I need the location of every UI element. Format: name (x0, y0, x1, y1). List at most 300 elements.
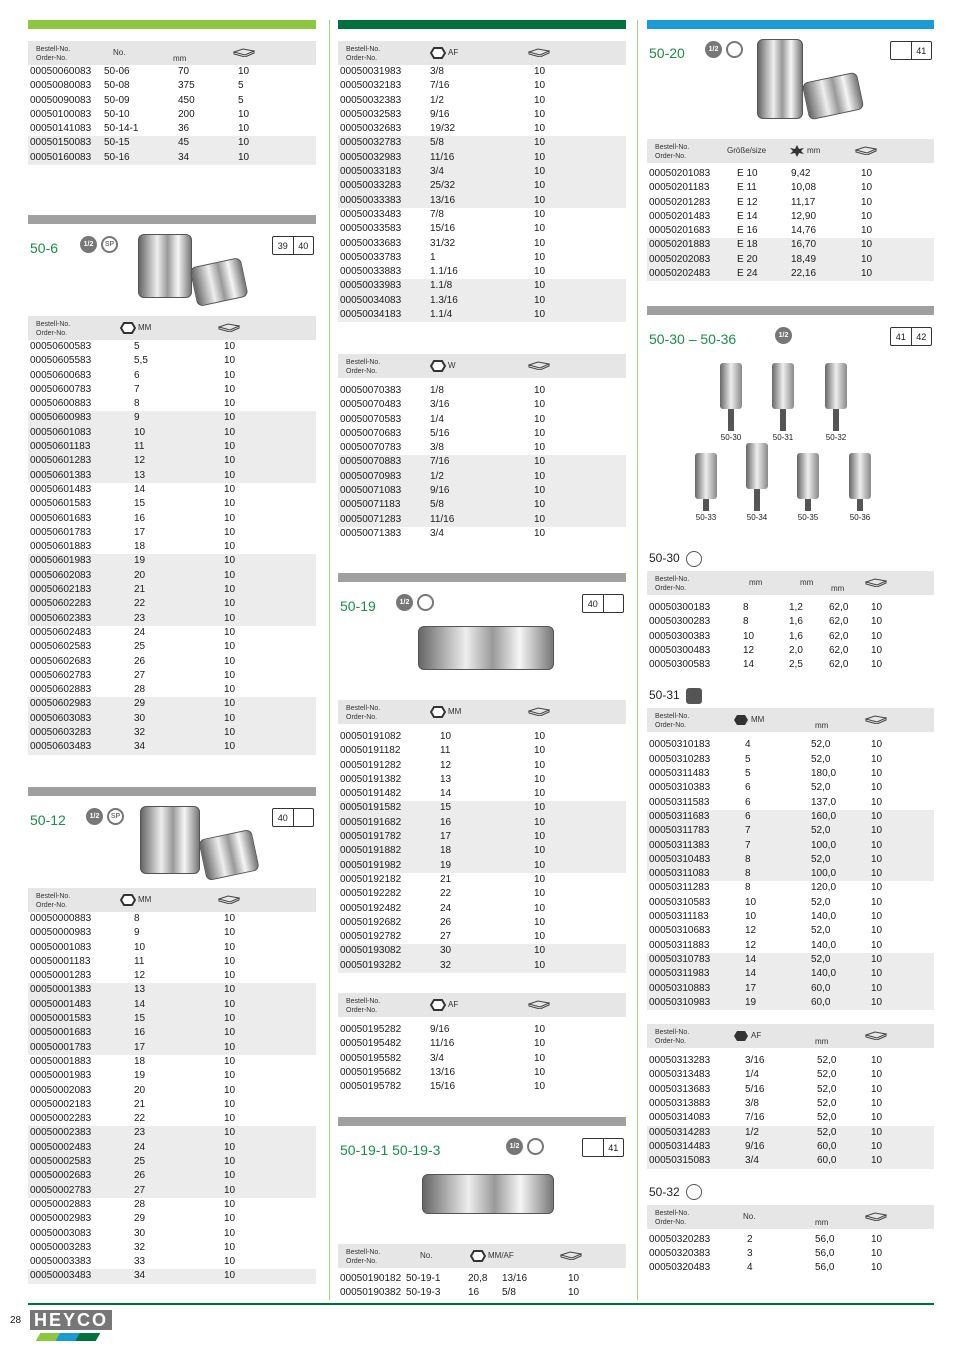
table-row (647, 196, 934, 210)
table-header: Bestell-No. Order-No. W (338, 354, 626, 378)
table-row (28, 354, 316, 368)
table-cell: 10 (871, 644, 883, 656)
table-cell: 27 (134, 1184, 146, 1196)
table-cell: 10 (871, 1112, 883, 1124)
table-cell: 180,0 (811, 768, 837, 780)
table-cell: 10 (534, 456, 546, 468)
table-cell: 00050310483 (649, 853, 711, 865)
table-cell: 10 (534, 94, 546, 106)
table-cell: 11/16 (430, 1038, 455, 1050)
table-cell: 00050034083 (340, 294, 402, 306)
table-cell: 00050600783 (30, 383, 92, 395)
table-cell: 10 (224, 426, 236, 438)
table-cell: 10 (224, 341, 236, 352)
table-cell: 10 (871, 1233, 883, 1245)
hexagon-icon (120, 894, 136, 906)
table-row (647, 967, 934, 981)
table-row (28, 926, 316, 940)
table-cell: 00050191782 (340, 831, 402, 843)
table-cell: 00050313483 (649, 1069, 711, 1081)
table-cell: 5/16 (430, 427, 450, 439)
table-row (647, 644, 934, 658)
table-cell: 00050300583 (649, 659, 711, 671)
section-50-6 (28, 215, 316, 755)
table-cell: 10 (534, 442, 546, 454)
table-cell: 00050001583 (30, 1013, 92, 1025)
hexagon-icon (120, 322, 136, 334)
table-cell: 00050195582 (340, 1052, 402, 1064)
table-row (647, 1083, 934, 1097)
table-cell: 25 (134, 1156, 146, 1168)
table-cell: 00050191882 (340, 845, 402, 857)
box-icon (528, 48, 550, 57)
round-icon (417, 594, 434, 611)
table-cell: 00050191482 (340, 788, 402, 800)
table-cell: 00050141083 (30, 123, 92, 135)
table-cell: 00050001183 (30, 955, 91, 967)
table-cell: 22 (134, 1113, 146, 1125)
section-af (338, 20, 626, 322)
table-cell: 30 (134, 1227, 146, 1239)
drive-badge: 1/2 (506, 1138, 523, 1155)
table-cell: 10 (871, 810, 883, 822)
table-row (28, 340, 316, 354)
table-cell: 10 (534, 294, 546, 306)
table-row (647, 839, 934, 853)
table-cell: 52,0 (811, 825, 831, 837)
table-cell: 10 (224, 1198, 236, 1210)
table-cell: 00050003283 (30, 1241, 92, 1253)
table-row (338, 887, 626, 901)
table-cell: 00050310183 (649, 739, 711, 751)
table-cell: 2 (747, 1233, 753, 1245)
subsection-title-50-31: 50-31 (647, 682, 934, 708)
table-cell: 3/16 (745, 1055, 765, 1067)
table-cell: 3/4 (745, 1155, 759, 1167)
table-cell: 50-10 (104, 108, 130, 120)
table-cell: 10,08 (791, 182, 817, 194)
table-row (338, 873, 626, 887)
table-cell: 20 (134, 1084, 146, 1096)
table-row (28, 1255, 316, 1269)
table-row (28, 94, 316, 108)
table-row (338, 1023, 626, 1037)
table-cell: 52,0 (811, 953, 831, 965)
box-icon (528, 361, 550, 370)
table-row (338, 279, 626, 293)
table-cell: 10 (224, 1213, 236, 1225)
table-row (28, 108, 316, 122)
table-cell: 00050602983 (30, 698, 92, 710)
table-cell: 34 (134, 1270, 146, 1282)
phillips-icon (686, 1184, 702, 1200)
table-row (28, 469, 316, 483)
table-cell: 10 (224, 1113, 236, 1125)
table-cell: 10 (224, 369, 236, 381)
table-cell: 22 (440, 888, 452, 900)
table-row (338, 902, 626, 916)
catalog-ref: 40 (582, 594, 624, 613)
table-cell: 00050313683 (649, 1083, 711, 1095)
table-row (28, 1098, 316, 1112)
table-cell: 00050190382 (340, 1287, 402, 1299)
table-row (28, 969, 316, 983)
table-cell: 10 (534, 470, 546, 482)
table-row (647, 1247, 934, 1261)
box-icon (865, 578, 887, 587)
table-row (28, 79, 316, 93)
table-cell: 10 (871, 1155, 883, 1167)
table-cell: 00050310983 (649, 996, 711, 1008)
table-cell: 10 (534, 773, 546, 785)
table-cell: 1/2 (430, 470, 444, 482)
table-cell: 9/16 (430, 108, 450, 120)
table-cell: 10 (224, 512, 236, 524)
table-row (28, 512, 316, 526)
table-cell: 16,70 (791, 239, 817, 251)
table-cell: 1.1/4 (430, 309, 453, 321)
table-cell: 20 (134, 569, 146, 581)
table-cell: 00050310683 (649, 925, 711, 937)
table-cell: 12 (745, 939, 757, 951)
section-title: 50-12 (30, 812, 66, 828)
table-cell: 12 (743, 644, 755, 656)
table-row (338, 194, 626, 208)
table-cell: 6 (745, 796, 751, 808)
table-cell: 10 (861, 253, 873, 265)
table-cell: 00050600583 (30, 341, 92, 352)
table-cell: 00050070783 (340, 442, 402, 454)
table-cell: 10 (224, 1256, 236, 1268)
table-row (28, 526, 316, 540)
table-cell: 00050002583 (30, 1156, 92, 1168)
table-body (338, 384, 626, 541)
table-row (28, 941, 316, 955)
table-cell: 00050601183 (30, 441, 91, 453)
section-50-20 (647, 20, 934, 281)
table-cell: 00050071283 (340, 513, 402, 525)
table-cell: 00050602383 (30, 612, 92, 624)
table-cell: 12 (134, 455, 146, 467)
table-cell: 00050202083 (649, 253, 711, 265)
table-row (338, 455, 626, 469)
hexagon-icon (686, 688, 702, 704)
table-cell: 00050032683 (340, 123, 402, 135)
table-cell: 5/8 (430, 137, 444, 149)
table-row (647, 939, 934, 953)
table-cell: 1/8 (430, 385, 444, 396)
table-cell: 137,0 (811, 796, 837, 808)
table-row (338, 179, 626, 193)
table-cell: E 14 (737, 210, 758, 222)
table-cell: 10 (871, 782, 883, 794)
table-cell: 00050080083 (30, 80, 92, 92)
table-row (28, 1026, 316, 1040)
table-cell: 00050310283 (649, 753, 711, 765)
table-cell: 00050311083 (649, 868, 710, 880)
table-row (338, 294, 626, 308)
table-cell: 15/16 (430, 1081, 456, 1093)
table-cell: 10 (871, 739, 883, 751)
table-cell: 50-15 (104, 137, 130, 149)
table-cell: 3/4 (430, 527, 444, 539)
table-row (338, 944, 626, 958)
table-row (338, 959, 626, 973)
table-cell: 52,0 (817, 1098, 837, 1110)
table-row (338, 498, 626, 512)
table-cell: 36 (178, 123, 190, 135)
page-footer (0, 1300, 964, 1352)
table-cell: 10 (224, 641, 236, 653)
table-row (28, 1198, 316, 1212)
table-cell: 10 (534, 108, 546, 120)
table-cell: 33 (134, 1256, 146, 1268)
table-row (28, 1055, 316, 1069)
table-row (647, 630, 934, 644)
table-row (28, 411, 316, 425)
table-row (338, 759, 626, 773)
table-cell: 10 (743, 630, 755, 642)
table-body (338, 730, 626, 973)
table-cell: 10 (534, 916, 546, 928)
table-cell: 10 (534, 845, 546, 857)
table-row (28, 697, 316, 711)
table-row (28, 483, 316, 497)
table-cell: 28 (134, 1198, 146, 1210)
table-cell: 52,0 (817, 1112, 837, 1124)
table-cell: 00050601583 (30, 498, 92, 510)
table-cell: 10 (871, 753, 883, 765)
table-row (28, 369, 316, 383)
table-row (338, 65, 626, 79)
table-row (647, 224, 934, 238)
table-cell: 00050033183 (340, 166, 402, 178)
table-cell: 1/2 (745, 1126, 759, 1138)
table-cell: 10 (534, 485, 546, 497)
table-row (28, 683, 316, 697)
table-cell: 10 (224, 441, 236, 453)
table-cell: 00050320383 (649, 1247, 711, 1259)
table-cell: 00050193082 (340, 945, 402, 957)
table-cell: 00050201183 (649, 182, 710, 194)
table-cell: 4 (747, 1262, 753, 1274)
table-cell: 60,0 (817, 1155, 837, 1167)
table-header: Bestell-No. Order-No. MM mm (647, 708, 934, 732)
table-row (647, 810, 934, 824)
table-cell: 00050601883 (30, 541, 92, 553)
table-cell: 10 (534, 859, 546, 871)
table-cell: 10 (861, 268, 873, 280)
table-cell: 00050191982 (340, 859, 402, 871)
table-row (338, 730, 626, 744)
table-cell: 10 (871, 1262, 883, 1274)
box-icon (233, 48, 255, 57)
table-row (28, 1112, 316, 1126)
table-cell: 00050311783 (649, 825, 710, 837)
section-50-30 (647, 306, 934, 1275)
table-cell: 9 (134, 412, 140, 424)
table-cell: 1/4 (745, 1069, 759, 1081)
table-cell: 00050310783 (649, 953, 711, 965)
table-cell: 14,76 (791, 225, 817, 237)
table-cell: 00050300483 (649, 644, 711, 656)
table-cell: E 16 (737, 225, 758, 237)
table-row (28, 640, 316, 654)
table-row (338, 1052, 626, 1066)
table-cell: 18 (440, 845, 452, 857)
table-cell: 00050192482 (340, 902, 402, 914)
table-cell: 24 (134, 626, 146, 638)
table-cell: 00050002383 (30, 1127, 92, 1139)
table-row (338, 859, 626, 873)
table-cell: 00050310583 (649, 896, 711, 908)
table-cell: 10 (534, 399, 546, 411)
table-cell: 10 (871, 896, 883, 908)
box-icon (865, 1031, 887, 1040)
table-header: Bestell-No. Order-No. MM (28, 888, 316, 912)
table-cell: 00050195482 (340, 1038, 402, 1050)
table-cell: 00050601383 (30, 469, 92, 481)
table-row (28, 740, 316, 754)
box-icon (528, 1000, 550, 1009)
page-number: 28 (10, 1315, 22, 1326)
table-cell: 12 (134, 970, 146, 982)
table-cell: 10 (534, 759, 546, 771)
table-cell: 00050002283 (30, 1113, 92, 1125)
table-cell: 7 (134, 383, 140, 395)
drive-badge: 1/2 (86, 808, 103, 825)
table-cell: 6 (134, 369, 140, 381)
table-cell: 00050313283 (649, 1055, 711, 1067)
catalog-ref: 41 (582, 1138, 624, 1157)
table-cell: 10 (224, 655, 236, 667)
table-row (28, 540, 316, 554)
table-cell: 00050033583 (340, 223, 402, 235)
table-cell: 00050100083 (30, 108, 92, 120)
table-cell: 00050191682 (340, 816, 402, 828)
table-row (28, 983, 316, 997)
table-cell: 50-14-1 (104, 123, 139, 135)
table-cell: 450 (178, 94, 195, 106)
table-cell: 140,0 (811, 968, 837, 980)
target-icon (527, 1138, 544, 1155)
table-cell: 10 (568, 1273, 580, 1284)
table-cell: 00050320483 (649, 1262, 711, 1274)
table-row (338, 844, 626, 858)
table-cell: 00050201683 (649, 225, 711, 237)
table-cell: 10 (224, 483, 236, 495)
table-cell: 22 (134, 598, 146, 610)
table-row (28, 626, 316, 640)
bit-socket: 50-32 (825, 363, 847, 431)
table-cell: 00050190182 (340, 1273, 402, 1284)
sp-badge: SP (107, 808, 124, 825)
box-icon (560, 1251, 582, 1260)
table-cell: 10 (224, 913, 236, 924)
table-row (647, 1261, 934, 1275)
table-cell: 10 (534, 931, 546, 943)
box-icon (865, 715, 887, 724)
table-cell: 10 (871, 925, 883, 937)
table-cell: E 24 (737, 268, 758, 280)
table-cell: 10 (534, 873, 546, 885)
table-row (647, 615, 934, 629)
table-cell: 13 (134, 469, 146, 481)
table-cell: 45 (178, 137, 190, 149)
table-cell: 00050002783 (30, 1184, 92, 1196)
table-header: Bestell-No. Order-No. AF (338, 993, 626, 1017)
table-cell: 10 (224, 1156, 236, 1168)
table-cell: 5 (238, 80, 244, 92)
table-cell: 00050314083 (649, 1112, 711, 1124)
table-cell: 00050032383 (340, 94, 402, 106)
table-row (338, 251, 626, 265)
table-row (647, 896, 934, 910)
table-cell: 10 (861, 239, 873, 251)
table-cell: 00050603483 (30, 741, 92, 753)
table-header: Bestell-No. Order-No. mm mm mm (647, 571, 934, 595)
table-cell: 00050314283 (649, 1126, 711, 1138)
hexagon-icon (733, 714, 749, 726)
table-cell: 10 (534, 731, 546, 742)
hexagon-icon (430, 706, 446, 718)
table-cell: 62,0 (829, 630, 849, 642)
section-50-19 (338, 573, 626, 1095)
table-cell: E 18 (737, 239, 758, 251)
table-cell: 10 (224, 1127, 236, 1139)
table-cell: 1,6 (789, 630, 803, 642)
table-cell: 8 (745, 868, 751, 880)
table-cell: 8 (745, 882, 751, 894)
table-row (338, 916, 626, 930)
table-cell: E 10 (737, 168, 758, 179)
table-row (28, 912, 316, 926)
table-cell: 1/4 (430, 413, 444, 425)
table-row (338, 1286, 626, 1300)
table-cell: 13/16 (502, 1273, 528, 1284)
hexagon-icon (430, 999, 446, 1011)
table-cell: 3/8 (430, 66, 444, 77)
table-cell: 24 (440, 902, 452, 914)
table-row (338, 773, 626, 787)
table-row (338, 816, 626, 830)
table-cell: 00050070583 (340, 413, 402, 425)
table-cell: 29 (134, 698, 146, 710)
table-cell: 14 (743, 659, 755, 671)
table-cell: 00050601483 (30, 483, 92, 495)
table-cell: 00050201083 (649, 168, 711, 179)
table-cell: 1.1/16 (430, 266, 458, 278)
table-cell: 00050602683 (30, 655, 92, 667)
table-cell: 10 (534, 1066, 546, 1078)
table-row (28, 151, 316, 165)
table-cell: 10 (224, 555, 236, 567)
table-cell: 10 (224, 1170, 236, 1182)
table-cell: 100,0 (811, 839, 837, 851)
table-cell: 13/16 (430, 194, 456, 206)
table-row (338, 427, 626, 441)
table-cell: 52,0 (811, 753, 831, 765)
table-cell: 30 (134, 712, 146, 724)
box-icon (855, 146, 877, 155)
table-cell: 00050002883 (30, 1198, 92, 1210)
table-cell: 00050060083 (30, 66, 92, 77)
table-row (338, 1272, 626, 1286)
table-cell: 52,0 (817, 1055, 837, 1067)
table-cell: 10 (134, 426, 146, 438)
table-cell: 14 (134, 998, 146, 1010)
table-cell: 00050033883 (340, 266, 402, 278)
